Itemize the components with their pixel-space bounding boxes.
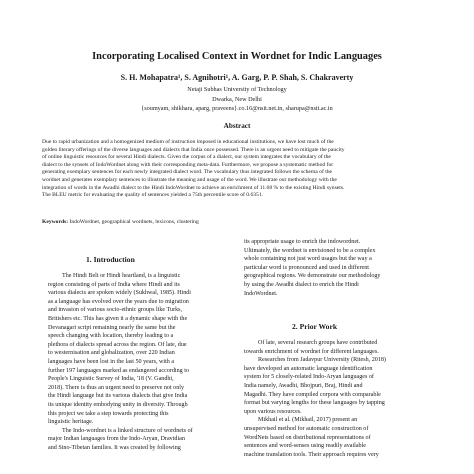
section-heading-introduction: 1. Introduction [86,255,135,264]
abstract-line: integration of words in the Awadhi dialect to the Hindi IndoWordnet to achieve an enrichment of 11.68 % to the existing Hindi synsets. [42,184,345,191]
abstract-line: of online linguistic resources for several Hindi dialects. Given the corpus of a dialect, our system integrates the vocabulary of the [42,154,331,161]
body-line: its unique identity embodying unity in diversity. Through [48,401,188,408]
abstract-line: dialect to the synsets of IndoWordnet along with their corresponding meta-data. Furthermore, we propose a systematic method for [42,161,334,168]
paper-title: Incorporating Localised Context in Wordnet for Indic Languages [92,51,382,62]
body-line: Britishers etc. This has given it a dynamic shape with the [48,315,188,322]
body-line: Ultimately, the wordnet is envisioned to be a complex [244,247,376,254]
body-line: speech changing with location, thereby leading to a [48,333,174,340]
body-line: the Hindi language but its various dialects that give India [48,393,188,400]
body-line: Of late, several research groups have contributed [258,340,378,346]
body-line: Devanagari script remaining nearly the same but the [48,324,176,331]
body-line: region consisting of parts of India where Hindi and its [48,281,180,288]
keywords-text: IndoWordnet, geographical wordnets, lexicons, clustering [68,219,199,225]
abstract-body [42,139,432,200]
prior-work-body [244,339,432,459]
abstract-line: generating exemplary sentences for each newly integrated dialect word. The vocabulary thus integrated follows the schema of the [42,169,333,176]
right-column-continuation [244,238,432,298]
body-line: this project we take a step towards protecting this [48,410,169,417]
body-line: languages have been lost in the last 50 years, with a [48,358,175,365]
body-line: whole containing not just word usages but the way a [244,256,372,263]
body-line: further 197 languages marked as endangered according to [48,367,189,374]
body-line: particular word is pronounced and used in different [244,264,369,271]
body-line: Mikhail et al. (Mikhail, 2017) present an [258,417,358,424]
body-line: linguistic heritage. [48,419,94,426]
keywords-label: Keywords: [42,219,69,225]
body-line: major Indian languages from the Indo-Aryan, Dravidian [48,436,185,443]
body-line: by using the Awadhi dialect to enrich the Hindi [244,281,359,288]
affiliation-line: Netaji Subhas University of Technology [187,86,287,93]
body-line: Researches from Jadavpur University (Ritesh, 2018) [258,357,386,364]
body-line: IndoWordnet. [244,290,278,297]
affiliation-emails: {soumyam, shikhara, aparg, praveens}.co.16@nsit.net.in, sharupa@nsit.ac.in [141,105,333,112]
body-line: Magadhi. They have compiled corpora with comparable [244,391,381,398]
body-line: The Hindi Belt or Hindi heartland, is a linguistic [62,273,181,279]
body-line: unsupervised method for automatic construction of [244,425,369,432]
body-line: to westernisation and globalization, over 220 Indian [48,350,175,357]
abstract-heading: Abstract [223,122,251,130]
body-line: and Sino-Tibetan families. It was created by following [48,444,181,451]
body-line: towards enrichment of wordnet for different languages. [244,348,379,355]
body-line: 2018). There is thus an urgent need to preserve not only [48,384,185,391]
abstract-line: The BLEU metric for evaluating the quality of sentences yielded a 75th percentile score of 0.6351. [42,192,264,199]
introduction-body [48,272,236,452]
body-line: WordNets based on distributional representations of [244,434,371,441]
body-line: machine translation tools. Their approach requires very [244,451,379,458]
affiliation-line: Dwarka, New Delhi [212,95,262,103]
body-line: various dialects are spoken widely (Sukhwal, 1985). Hindi [48,290,192,297]
body-line: India namely, Awadhi, Bhojpuri, Braj, Hindi and [244,382,363,389]
body-line: its appropriate usage to enrich the indowordnet. [244,239,361,245]
abstract-line: golden literary offerings of the diverse languages and dialects that India once possessed. There is an urgent need to mitigate the paucity [42,146,345,153]
abstract-line: Due to rapid urbanization and a homogenized medium of instruction imposed in educational institutions, we have lost much of the [42,139,334,145]
body-line: People's Linguistic Survey of India, '18 (V. Gandhi, [48,376,174,383]
body-line: as a language has evolved over the years due to migration [48,298,189,305]
keywords-line [42,219,432,225]
body-line: upon various resources. [244,408,302,415]
body-line: and invasion of various socio-ethnic groups like Turks, [48,307,183,314]
body-line: geographical regions. We demonstrate our methodology [244,273,381,280]
body-line: sentences and word-senses using readily available [244,443,367,450]
body-line: The Indo-wordnet is a linked structure of wordnets of [62,427,193,434]
abstract-line: wordnet and generates exemplary sentences to illustrate the meaning and usage of the word. We illustrate our methodology with the [42,176,337,183]
body-line: plethora of dialects spread across the region. Of late, due [48,341,187,348]
author-list: S. H. Mohapatra¹, S. Agnihotri¹, A. Garg, P. P. Shah, S. Chakraverty [120,73,354,82]
section-heading-prior-work: 2. Prior Work [292,322,338,331]
body-line: system for 5 closely-related Indo-Aryan languages of [244,374,374,381]
affiliation-block [40,85,434,114]
body-line: format but varying lengths for these languages by tapping [244,400,385,407]
body-line: have developed an automatic language identification [244,365,373,372]
